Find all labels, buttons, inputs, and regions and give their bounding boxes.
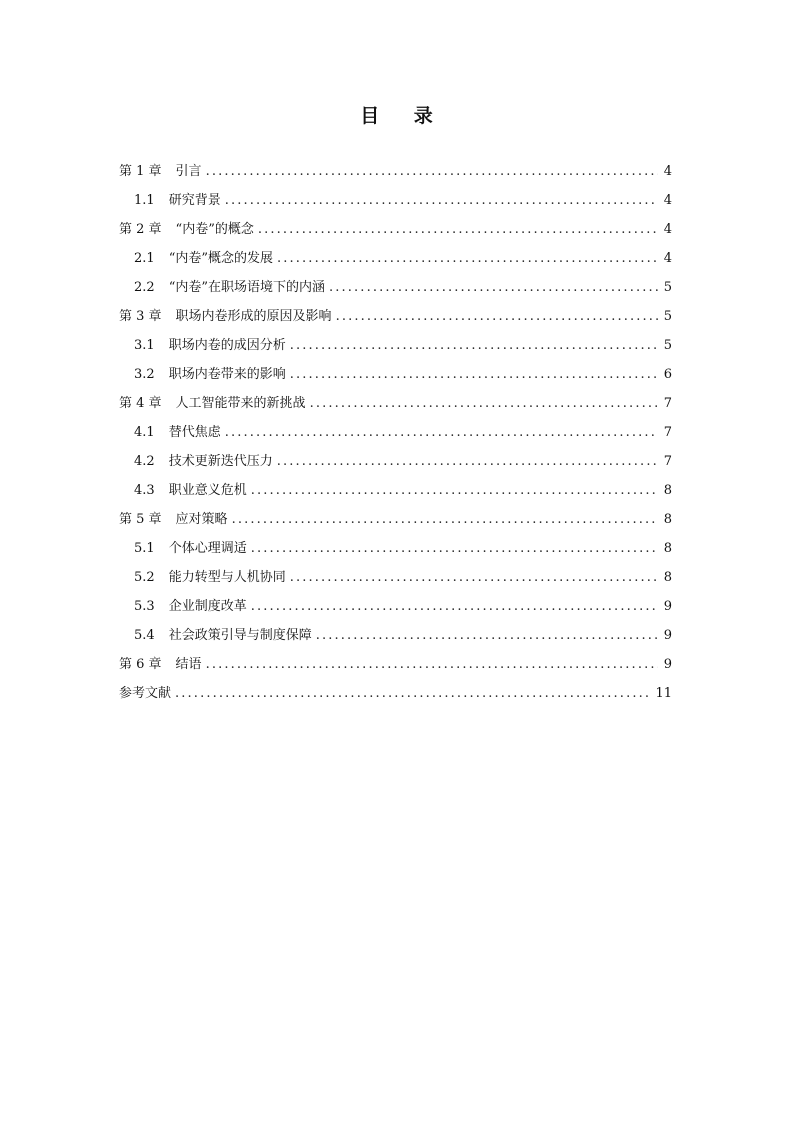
toc-dot-leader <box>225 186 658 215</box>
toc-entry-page: 5 <box>663 280 672 295</box>
toc-entry[interactable] <box>119 476 672 505</box>
toc-entry[interactable] <box>119 389 672 418</box>
toc-dot-leader <box>290 360 658 389</box>
toc-entry-number: 第 1 章 <box>119 164 162 179</box>
toc-dot-leader <box>316 621 658 650</box>
toc-entry-title: 职场内卷带来的影响 <box>168 367 286 382</box>
toc-entry-title: 替代焦虑 <box>168 425 221 440</box>
toc-dot-leader <box>251 534 658 563</box>
toc-entry[interactable] <box>119 157 672 186</box>
toc-dot-leader <box>225 418 658 447</box>
toc-entry[interactable] <box>119 215 672 244</box>
toc-dot-leader <box>336 302 658 331</box>
toc-entry[interactable] <box>119 244 672 273</box>
toc-entry[interactable] <box>119 621 672 650</box>
toc-entry[interactable] <box>119 534 672 563</box>
toc-entry-title: 职场内卷形成的原因及影响 <box>175 309 332 324</box>
toc-entry-title: 能力转型与人机协同 <box>168 570 286 585</box>
toc-entry-title: “内卷”的概念 <box>175 222 254 237</box>
toc-entry[interactable] <box>119 447 672 476</box>
toc-entry-number: 4.1 <box>134 425 155 440</box>
toc-dot-leader <box>277 447 658 476</box>
toc-entry-title: 个体心理调适 <box>168 541 247 556</box>
toc-entry-page: 4 <box>663 222 672 237</box>
toc-entry[interactable] <box>119 563 672 592</box>
toc-entry-title: 引言 <box>175 164 202 179</box>
toc-entry-number: 第 3 章 <box>119 309 162 324</box>
toc-entry-title: 结语 <box>175 657 202 672</box>
toc-entry[interactable] <box>119 360 672 389</box>
toc-entry-references[interactable] <box>119 679 672 708</box>
toc-entry-title: “内卷”概念的发展 <box>168 251 273 266</box>
toc-dot-leader <box>290 563 658 592</box>
toc-entry-title: 职业意义危机 <box>168 483 247 498</box>
toc-entry-number: 5.2 <box>134 570 155 585</box>
toc-entry-page: 8 <box>663 570 672 585</box>
toc-entry-page: 4 <box>663 193 672 208</box>
toc-dot-leader <box>232 505 658 534</box>
toc-entry-page: 7 <box>663 454 672 469</box>
toc-entry-title: 技术更新迭代压力 <box>168 454 273 469</box>
toc-dot-leader <box>251 476 658 505</box>
toc-dot-leader <box>206 157 658 186</box>
toc-dot-leader <box>329 273 658 302</box>
toc-entry[interactable] <box>119 302 672 331</box>
toc-entry-page: 8 <box>663 512 672 527</box>
toc-entry-number: 4.2 <box>134 454 155 469</box>
toc-entry-number: 2.2 <box>134 280 155 295</box>
toc-entry[interactable] <box>119 273 672 302</box>
toc-entry-title: 参考文献 <box>119 686 172 701</box>
toc-entry-number: 5.1 <box>134 541 155 556</box>
toc-entry-page: 5 <box>663 309 672 324</box>
toc-entry-title: 研究背景 <box>168 193 221 208</box>
toc-entry[interactable] <box>119 592 672 621</box>
toc-entry[interactable] <box>119 331 672 360</box>
toc-entry[interactable] <box>119 186 672 215</box>
toc-entry-number: 5.4 <box>134 628 155 643</box>
toc-entry-page: 4 <box>663 251 672 266</box>
toc-list <box>119 157 672 708</box>
toc-entry-number: 第 5 章 <box>119 512 162 527</box>
toc-entry-page: 5 <box>663 338 672 353</box>
toc-title: 目 录 <box>360 105 447 127</box>
toc-entry-number: 4.3 <box>134 483 155 498</box>
toc-dot-leader <box>206 650 658 679</box>
toc-entry-number: 3.1 <box>134 338 155 353</box>
toc-entry-number: 第 2 章 <box>119 222 162 237</box>
toc-entry-page: 9 <box>663 657 672 672</box>
toc-dot-leader <box>175 679 649 708</box>
toc-entry-title: 职场内卷的成因分析 <box>168 338 286 353</box>
toc-entry[interactable] <box>119 650 672 679</box>
toc-entry-page: 8 <box>663 483 672 498</box>
toc-entry-number: 2.1 <box>134 251 155 266</box>
toc-entry-page: 7 <box>663 396 672 411</box>
toc-entry-page: 8 <box>663 541 672 556</box>
toc-entry-title: 人工智能带来的新挑战 <box>175 396 306 411</box>
toc-dot-leader <box>310 389 658 418</box>
toc-entry-number: 5.3 <box>134 599 155 614</box>
toc-entry-page: 4 <box>663 164 672 179</box>
toc-entry-number: 1.1 <box>134 193 155 208</box>
toc-entry-page: 9 <box>663 599 672 614</box>
toc-dot-leader <box>251 592 658 621</box>
toc-entry-number: 第 4 章 <box>119 396 162 411</box>
toc-entry[interactable] <box>119 505 672 534</box>
toc-entry-page: 11 <box>655 686 672 701</box>
toc-entry-page: 7 <box>663 425 672 440</box>
toc-entry-number: 第 6 章 <box>119 657 162 672</box>
toc-entry-title: 社会政策引导与制度保障 <box>168 628 312 643</box>
toc-entry[interactable] <box>119 418 672 447</box>
toc-dot-leader <box>258 215 658 244</box>
toc-entry-title: “内卷”在职场语境下的内涵 <box>168 280 325 295</box>
toc-dot-leader <box>277 244 658 273</box>
toc-dot-leader <box>290 331 658 360</box>
toc-entry-title: 应对策略 <box>175 512 228 527</box>
toc-entry-title: 企业制度改革 <box>168 599 247 614</box>
toc-entry-page: 6 <box>663 367 672 382</box>
toc-entry-page: 9 <box>663 628 672 643</box>
toc-entry-number: 3.2 <box>134 367 155 382</box>
